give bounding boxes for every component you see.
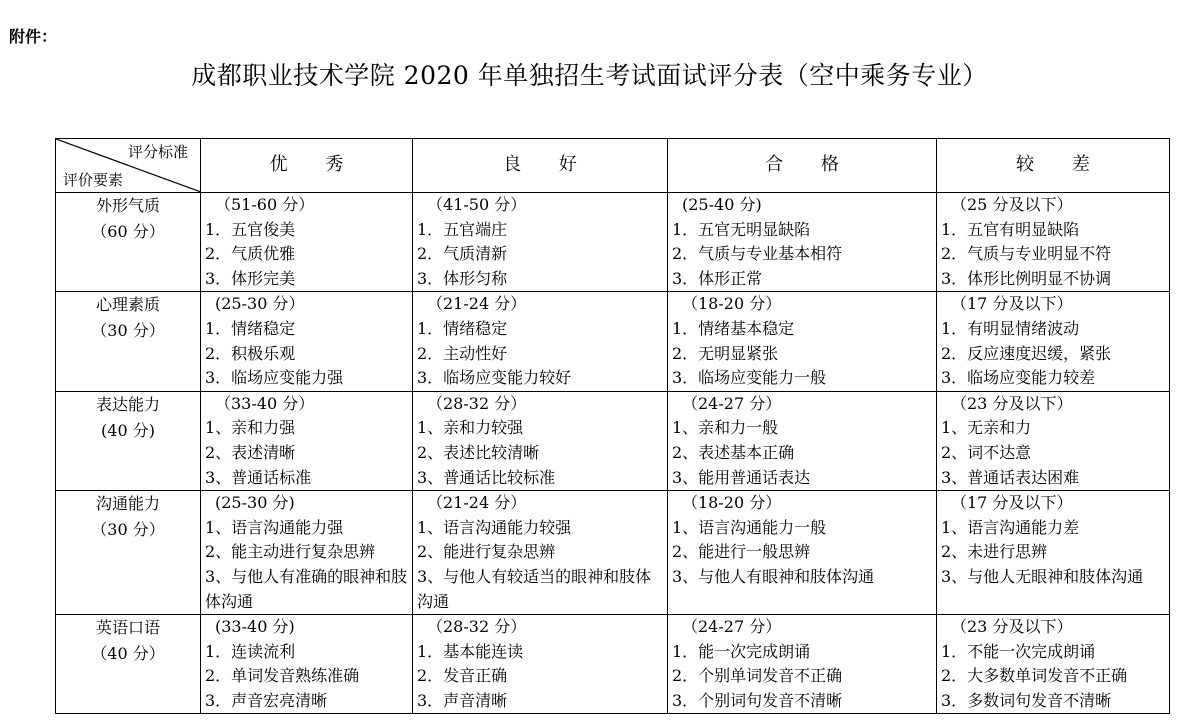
corner-label-criteria: 评分标准 bbox=[127, 143, 188, 161]
header-good: 良 好 bbox=[413, 139, 668, 193]
criteria-item: 3．临场应变能力强 bbox=[205, 368, 344, 388]
criteria-item: 2．反应速度迟缓，紧张 bbox=[941, 343, 1112, 363]
element-name: 表达能力 bbox=[95, 394, 160, 414]
criteria-item: 3、能用普通话表达 bbox=[672, 467, 811, 487]
criteria-item: 2、能主动进行复杂思辨 bbox=[205, 542, 376, 562]
score-range: （17 分及以下） bbox=[951, 294, 1073, 314]
header-poor: 较 差 bbox=[937, 139, 1170, 193]
score-range: （21-24 分） bbox=[427, 294, 527, 314]
score-range: （24-27 分） bbox=[682, 393, 782, 413]
criteria-item: 2．主动性好 bbox=[417, 343, 508, 363]
row-header bbox=[56, 615, 201, 714]
criteria-item: 3．多数词句发音不清晰 bbox=[941, 690, 1112, 710]
criteria-item: 1．五官端庄 bbox=[417, 219, 508, 239]
score-range: （25 分及以下） bbox=[951, 195, 1073, 214]
element-name: 外形气质 bbox=[95, 196, 160, 215]
criteria-item: 2、未进行思辨 bbox=[941, 542, 1048, 562]
criteria-item: 1．五官有明显缺陷 bbox=[941, 219, 1080, 239]
criteria-item: 3．个别词句发音不清晰 bbox=[672, 690, 843, 710]
criteria-cell bbox=[668, 615, 937, 714]
criteria-item: 1．五官俊美 bbox=[205, 219, 296, 239]
criteria-item: 2．单词发音熟练准确 bbox=[205, 666, 360, 686]
table-row-communication bbox=[56, 491, 1170, 615]
attachment-label: 附件： bbox=[9, 27, 58, 46]
criteria-item: 1、无亲和力 bbox=[941, 418, 1032, 438]
criteria-item: 1、语言沟通能力差 bbox=[941, 517, 1080, 537]
criteria-item: 3、普通话表达困难 bbox=[941, 467, 1080, 487]
element-score: （30 分） bbox=[91, 520, 165, 540]
criteria-item: 1．情绪稳定 bbox=[417, 318, 508, 338]
score-range: (25-30 分) bbox=[215, 493, 295, 513]
criteria-cell bbox=[413, 391, 668, 490]
criteria-item: 1．情绪稳定 bbox=[205, 318, 296, 338]
criteria-item: 1．有明显情绪波动 bbox=[941, 318, 1080, 338]
criteria-cell bbox=[937, 193, 1170, 292]
score-range: (33-40 分) bbox=[215, 617, 295, 637]
criteria-item: 2．积极乐观 bbox=[205, 343, 296, 363]
criteria-cell bbox=[413, 292, 668, 391]
criteria-item: 1．连读流利 bbox=[205, 641, 296, 661]
criteria-item: 3、与他人无眼神和肢体沟通 bbox=[941, 566, 1144, 586]
score-range: （18-20 分） bbox=[682, 294, 782, 314]
score-range: （23 分及以下） bbox=[951, 393, 1073, 413]
score-range: （17 分及以下） bbox=[951, 493, 1073, 513]
header-pass: 合 格 bbox=[668, 139, 937, 193]
criteria-item: 2．气质清新 bbox=[417, 244, 508, 264]
criteria-item: 1．基本能连读 bbox=[417, 641, 524, 661]
criteria-cell bbox=[201, 292, 413, 391]
criteria-item: 2、词不达意 bbox=[941, 442, 1032, 462]
score-range: （21-24 分） bbox=[427, 493, 527, 513]
page-title: 成都职业技术学院 2020 年单独招生考试面试评分表（空中乘务专业） bbox=[191, 61, 988, 90]
criteria-item: 1、亲和力一般 bbox=[672, 418, 779, 438]
scoring-table bbox=[55, 138, 1170, 714]
header-excellent: 优 秀 bbox=[201, 139, 413, 193]
criteria-item: 3、普通话比较标准 bbox=[417, 467, 556, 487]
criteria-item: 2．个别单词发音不正确 bbox=[672, 666, 843, 686]
criteria-cell bbox=[201, 391, 413, 490]
criteria-item: 1、语言沟通能力强 bbox=[205, 517, 344, 537]
element-name: 沟通能力 bbox=[95, 494, 160, 514]
corner-label-elements: 评价要素 bbox=[63, 171, 124, 189]
table-row-expression bbox=[56, 391, 1170, 490]
score-range: (25-40 分) bbox=[682, 195, 762, 214]
criteria-item: 1、亲和力较强 bbox=[417, 418, 524, 438]
row-header bbox=[56, 491, 201, 615]
criteria-cell bbox=[668, 292, 937, 391]
criteria-item: 3．体形匀称 bbox=[417, 268, 508, 288]
criteria-cell bbox=[668, 391, 937, 490]
criteria-item: 2、表述比较清晰 bbox=[417, 442, 540, 462]
criteria-cell bbox=[413, 193, 668, 292]
criteria-item: 3．体形完美 bbox=[205, 268, 296, 288]
criteria-item: 1．五官无明显缺陷 bbox=[672, 219, 811, 239]
criteria-cell bbox=[201, 491, 413, 615]
score-range: （23 分及以下） bbox=[951, 617, 1073, 637]
element-score: （60 分） bbox=[91, 222, 165, 241]
table-row-appearance bbox=[56, 193, 1170, 292]
score-range: （51-60 分） bbox=[215, 195, 315, 214]
row-header bbox=[56, 292, 201, 391]
criteria-item: 3、与他人有眼神和肢体沟通 bbox=[672, 566, 875, 586]
criteria-item: 3．体形正常 bbox=[672, 268, 763, 288]
score-range: （18-20 分） bbox=[682, 493, 782, 513]
criteria-cell bbox=[201, 193, 413, 292]
criteria-item: 2、表述基本正确 bbox=[672, 442, 795, 462]
criteria-item: 2、表述清晰 bbox=[205, 442, 296, 462]
criteria-cell bbox=[937, 292, 1170, 391]
criteria-item: 1、语言沟通能力一般 bbox=[672, 517, 827, 537]
criteria-item: 3．声音清晰 bbox=[417, 690, 508, 710]
table-row-psychology bbox=[56, 292, 1170, 391]
criteria-cell bbox=[937, 615, 1170, 714]
criteria-item: 3．临场应变能力较好 bbox=[417, 368, 572, 388]
score-range: （41-50 分） bbox=[427, 195, 527, 214]
criteria-cell bbox=[201, 615, 413, 714]
criteria-item: 2、能进行一般思辨 bbox=[672, 542, 811, 562]
criteria-item: 2．气质优雅 bbox=[205, 244, 296, 264]
score-range: (25-30 分） bbox=[215, 294, 305, 314]
criteria-item: 3、普通话标准 bbox=[205, 467, 312, 487]
corner-header-cell bbox=[56, 139, 201, 193]
criteria-item: 2．气质与专业基本相符 bbox=[672, 244, 843, 264]
row-header bbox=[56, 391, 201, 490]
element-score: （40 分） bbox=[91, 644, 165, 664]
criteria-item: 1、语言沟通能力较强 bbox=[417, 517, 572, 537]
criteria-item: 2、能进行复杂思辨 bbox=[417, 542, 556, 562]
criteria-cell bbox=[413, 615, 668, 714]
criteria-item: 3、与他人有准确的眼神和肢体沟通 bbox=[205, 566, 408, 611]
row-header bbox=[56, 193, 201, 292]
criteria-item: 3．体形比例明显不协调 bbox=[941, 268, 1112, 288]
criteria-cell bbox=[668, 193, 937, 292]
criteria-item: 1．不能一次完成朗诵 bbox=[941, 641, 1096, 661]
criteria-item: 1．能一次完成朗诵 bbox=[672, 641, 811, 661]
criteria-item: 1、亲和力强 bbox=[205, 418, 296, 438]
criteria-cell bbox=[413, 491, 668, 615]
element-name: 心理素质 bbox=[95, 295, 160, 315]
criteria-item: 2．气质与专业明显不符 bbox=[941, 244, 1112, 264]
element-name: 英语口语 bbox=[95, 618, 160, 638]
criteria-item: 3．声音宏亮清晰 bbox=[205, 690, 328, 710]
table-header-row bbox=[56, 139, 1170, 193]
criteria-item: 1．情绪基本稳定 bbox=[672, 318, 795, 338]
element-score: （30 分） bbox=[91, 321, 165, 341]
criteria-item: 3．临场应变能力一般 bbox=[672, 368, 827, 388]
criteria-item: 2．发音正确 bbox=[417, 666, 508, 686]
criteria-item: 3、与他人有较适当的眼神和肢体沟通 bbox=[417, 566, 652, 611]
element-score: (40 分) bbox=[101, 420, 155, 440]
criteria-cell bbox=[937, 491, 1170, 615]
criteria-cell bbox=[937, 391, 1170, 490]
score-range: （24-27 分） bbox=[682, 617, 782, 637]
criteria-item: 2．大多数单词发音不正确 bbox=[941, 666, 1128, 686]
table-row-english bbox=[56, 615, 1170, 714]
score-range: （28-32 分） bbox=[427, 617, 527, 637]
criteria-cell bbox=[668, 491, 937, 615]
score-range: （28-32 分） bbox=[427, 393, 527, 413]
criteria-item: 3．临场应变能力较差 bbox=[941, 368, 1096, 388]
criteria-item: 2．无明显紧张 bbox=[672, 343, 779, 363]
score-range: （33-40 分） bbox=[215, 393, 315, 413]
